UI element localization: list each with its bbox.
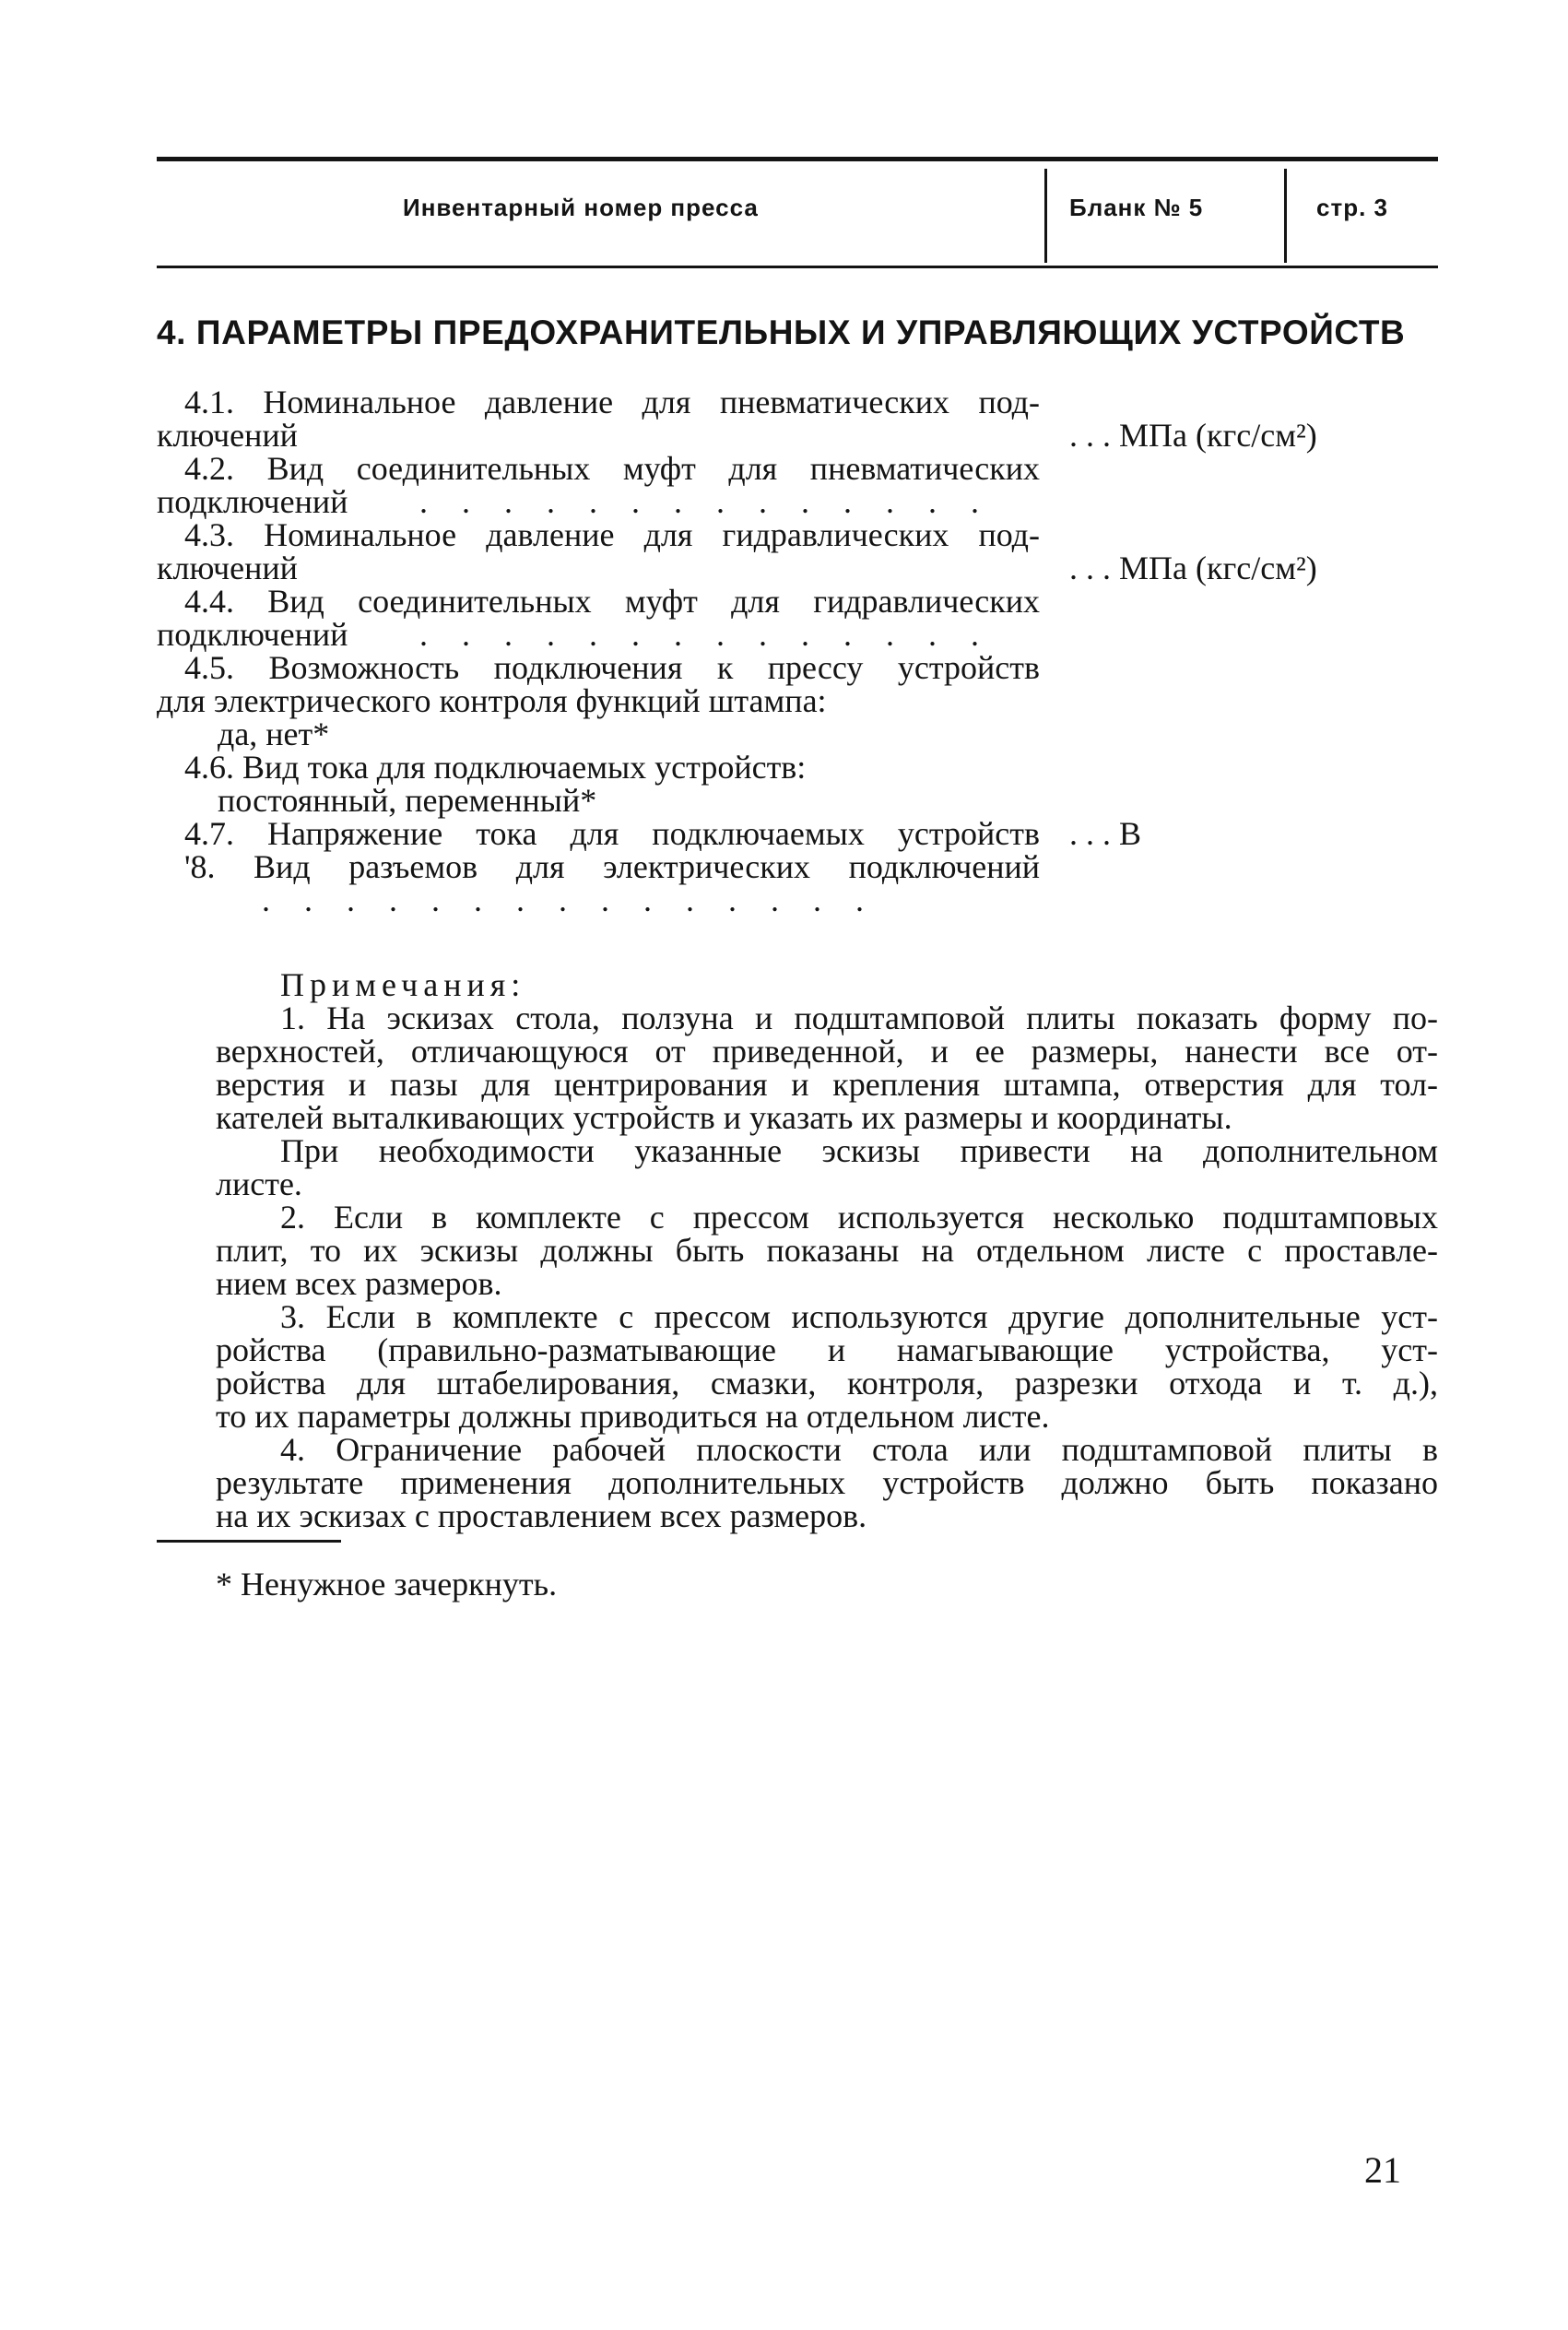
page-number: 21 <box>1364 2149 1401 2191</box>
note-1-line: При необходимости указанные эскизы привести на дополнительном <box>280 1132 1438 1169</box>
item-4-2-line: 4.2. Вид соединительных муфт для пневматических <box>184 450 1040 487</box>
item-4-2-dots: . . . . . . . . . . . . . . <box>419 483 992 520</box>
item-4-8-dots: . . . . . . . . . . . . . . . <box>262 881 877 918</box>
note-3-line: ройства (правильно-разматывающие и намагывающие устройства, уст- <box>216 1331 1438 1368</box>
item-4-5-line: да, нет* <box>218 716 330 752</box>
note-2-line: плит, то их эскизы должны быть показаны на отдельном листе с проставле- <box>216 1232 1438 1269</box>
item-4-3-unit: . . . МПа (кгс/см²) <box>1069 550 1317 586</box>
footnote-rule <box>157 1540 341 1543</box>
item-4-1-unit: . . . МПа (кгс/см²) <box>1069 417 1317 454</box>
note-1-line: листе. <box>216 1165 302 1202</box>
item-4-4-dots: . . . . . . . . . . . . . . <box>419 616 992 653</box>
header-bottom-rule <box>157 266 1438 268</box>
item-4-6-line: 4.6. Вид тока для подключаемых устройств: <box>184 749 807 786</box>
note-3-line: ройства для штабелирования, смазки, контроля, разрезки отхода и т. д.), <box>216 1365 1438 1402</box>
note-4-line: результате применения дополнительных устройств должно быть показано <box>216 1464 1438 1501</box>
section-title: 4. ПАРАМЕТРЫ ПРЕДОХРАНИТЕЛЬНЫХ И УПРАВЛЯЮЩИХ УСТРОЙСТВ <box>157 313 1406 351</box>
page-label: стр. 3 <box>1316 194 1388 221</box>
note-4-line: 4. Ограничение рабочей плоскости стола или подштамповой плиты в <box>280 1431 1438 1468</box>
notes-heading: Примечания: <box>280 966 526 1003</box>
note-1-line: 1. На эскизах стола, ползуна и подштамповой плиты показать форму по- <box>280 999 1438 1036</box>
note-2-line: нием всех размеров. <box>216 1265 502 1302</box>
item-4-1-line: 4.1. Номинальное давление для пневматических под- <box>184 384 1040 420</box>
note-4-line: на их эскизах с проставлением всех размеров. <box>216 1497 867 1534</box>
item-4-3-line: 4.3. Номинальное давление для гидравлических под- <box>184 516 1040 553</box>
item-4-4-line: 4.4. Вид соединительных муфт для гидравлических <box>184 583 1040 620</box>
item-4-2-line: подключений <box>157 483 348 520</box>
item-4-8-line: '8. Вид разъемов для электрических подключений <box>184 848 1040 885</box>
form-number-label: Бланк № 5 <box>1069 194 1204 221</box>
note-2-line: 2. Если в комплекте с прессом используется несколько подштамповых <box>280 1199 1438 1236</box>
item-4-6-line: постоянный, переменный* <box>218 782 597 819</box>
footnote: * Ненужное зачеркнуть. <box>216 1566 558 1603</box>
inventory-number-label: Инвентарный номер пресса <box>403 194 759 221</box>
header-divider <box>1284 169 1287 263</box>
note-3-line: то их параметры должны приводиться на отдельном листе. <box>216 1398 1050 1435</box>
note-3-line: 3. Если в комплекте с прессом используются другие дополнительные уст- <box>280 1298 1438 1335</box>
item-4-7-line: 4.7. Напряжение тока для подключаемых устройств <box>184 815 1040 852</box>
item-4-1-line: ключений <box>157 417 298 454</box>
item-4-5-line: 4.5. Возможность подключения к прессу устройств <box>184 649 1040 686</box>
item-4-5-line: для электрического контроля функций штампа: <box>157 682 827 719</box>
item-4-7-unit: . . . В <box>1069 815 1142 852</box>
item-4-3-line: ключений <box>157 550 298 586</box>
note-1-line: верхностей, отличающуюся от приведенной, и ее размеры, нанести все от- <box>216 1033 1438 1070</box>
item-4-4-line: подключений <box>157 616 348 653</box>
note-1-line: кателей выталкивающих устройств и указать их размеры и координаты. <box>216 1099 1232 1136</box>
header-divider <box>1044 169 1047 263</box>
note-1-line: верстия и пазы для центрирования и крепления штампа, отверстия для тол- <box>216 1066 1438 1103</box>
header-top-rule <box>157 157 1438 161</box>
